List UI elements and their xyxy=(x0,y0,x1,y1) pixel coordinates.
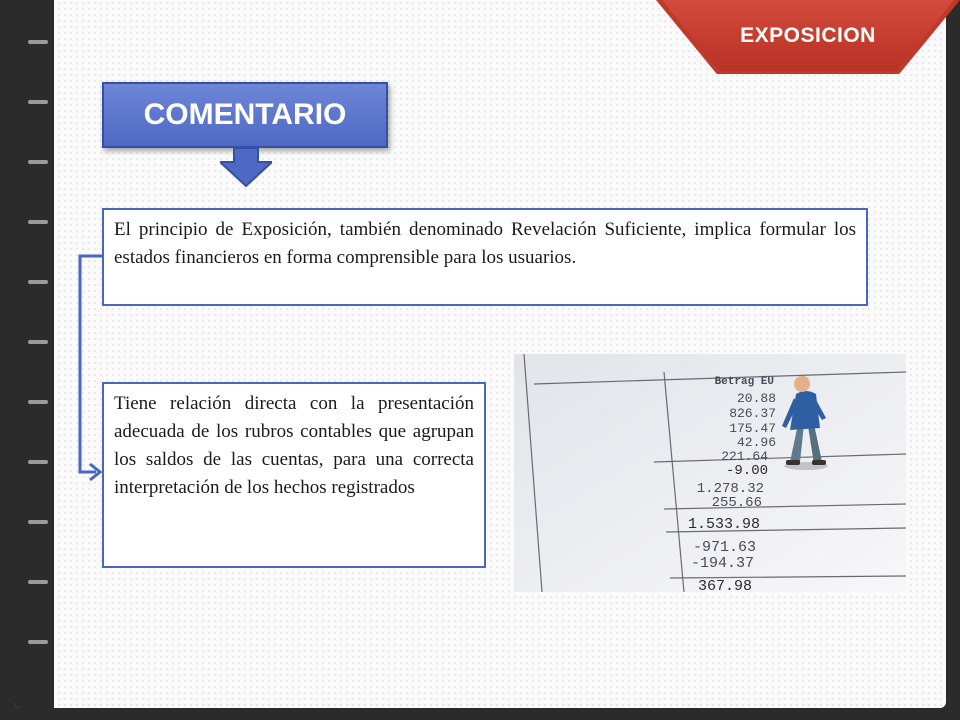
ledger-number: 20.88 xyxy=(736,391,776,406)
binding-ring xyxy=(28,460,48,464)
arrow-down-icon xyxy=(220,148,272,188)
binding-ring xyxy=(28,40,48,44)
ledger-number: -971.63 xyxy=(692,539,756,556)
ledger-column-header: Betrag EU xyxy=(714,376,774,388)
relation-description-box xyxy=(102,382,486,568)
principle-definition-box xyxy=(102,208,868,306)
ledger-number: -9.00 xyxy=(725,463,768,479)
binding-ring xyxy=(28,100,48,104)
ledger-number: 367.98 xyxy=(697,578,752,592)
principle-definition-text: El principio de Exposición, también denominado Revelación Suficiente, implica formular los estados financieros en forma comprensible para los usuarios. xyxy=(114,219,856,268)
binding-ring xyxy=(28,400,48,404)
binding-ring xyxy=(28,280,48,284)
comentario-title: COMENTARIO xyxy=(143,98,347,131)
ledger-number: 42.96 xyxy=(736,435,776,450)
relation-description-text: Tiene relación directa con la presentación adecuada de los rubros contables que agrupan los saldos de las cuentas, para una correcta interpretación de los hechos registrados xyxy=(114,393,474,498)
ledger-number: 175.47 xyxy=(729,421,776,436)
section-tab-label: EXPOSICION xyxy=(740,24,876,47)
binding-ring xyxy=(28,160,48,164)
ledger-number: 826.37 xyxy=(729,406,776,421)
binding-ring xyxy=(28,640,48,644)
notebook-binding xyxy=(14,0,54,708)
binding-ring xyxy=(28,340,48,344)
ledger-figurine-photo xyxy=(514,354,906,592)
binding-ring xyxy=(28,580,48,584)
ledger-number: -194.37 xyxy=(690,555,754,572)
ledger-number: 1.278.32 xyxy=(696,481,764,497)
comentario-title-box xyxy=(102,82,388,148)
binding-ring xyxy=(28,220,48,224)
ledger-number: 1.533.98 xyxy=(687,516,760,533)
binding-ring xyxy=(28,520,48,524)
ledger-number: 221.64 xyxy=(721,449,768,464)
ledger-number: 255.66 xyxy=(711,495,762,511)
